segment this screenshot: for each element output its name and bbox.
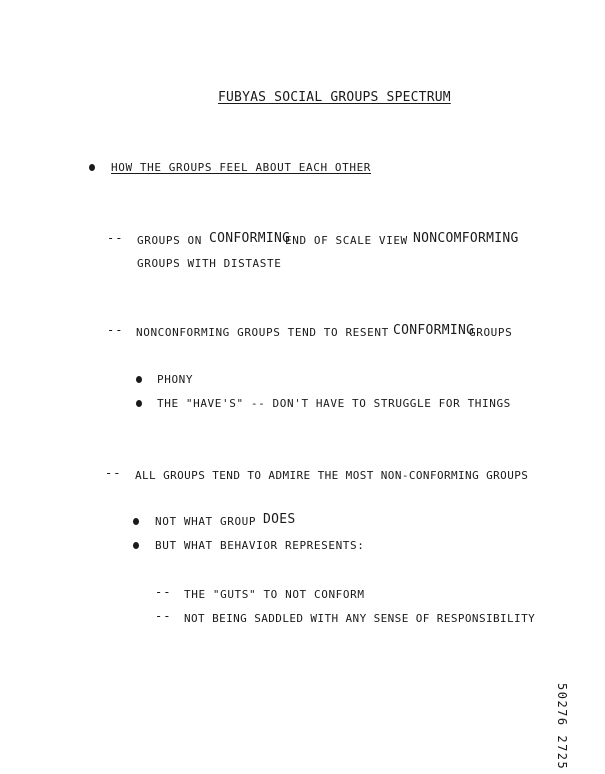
- section2-bullet-2: THE "HAVE'S" -- DON'T HAVE TO STRUGGLE FOR THINGS: [157, 397, 511, 410]
- section2-emphasis-conforming: CONFORMING: [393, 323, 475, 338]
- section2-bullet-1: PHONY: [157, 373, 194, 386]
- dash-marker: --: [107, 231, 124, 245]
- bullet-icon: [133, 518, 139, 525]
- section1-text-a: GROUPS ON: [137, 234, 203, 247]
- bullet-icon: [136, 376, 142, 383]
- section1-emphasis-conforming: CONFORMING: [209, 231, 291, 246]
- dash-marker: --: [155, 585, 172, 599]
- section2-text-c: GROUPS: [469, 326, 513, 339]
- section3-sub-1: THE "GUTS" TO NOT CONFORM: [184, 588, 365, 601]
- document-title: FUBYAS SOCIAL GROUPS SPECTRUM: [218, 90, 451, 105]
- document-id-number: 50276 2725: [555, 683, 569, 771]
- section2-text-a: NONCONFORMING GROUPS TEND TO RESENT: [136, 326, 389, 339]
- section3-line1: ALL GROUPS TEND TO ADMIRE THE MOST NON-CONFORMING GROUPS: [135, 469, 529, 482]
- dash-marker: --: [155, 609, 172, 623]
- section1-emphasis-noncomforming: NONCOMFORMING: [413, 231, 519, 246]
- section3-sub-2: NOT BEING SADDLED WITH ANY SENSE OF RESPONSIBILITY: [184, 612, 536, 625]
- dash-marker: --: [105, 466, 122, 480]
- section3-bullet-1-text: NOT WHAT GROUP: [155, 515, 257, 528]
- section1-text-c: END OF SCALE VIEW: [285, 234, 408, 247]
- section1-line2: GROUPS WITH DISTASTE: [137, 257, 282, 270]
- bullet-icon: [133, 542, 139, 549]
- dash-marker: --: [107, 323, 124, 337]
- section3-bullet-2: BUT WHAT BEHAVIOR REPRESENTS:: [155, 539, 365, 552]
- bullet-icon: [89, 164, 95, 171]
- section3-emphasis-does: DOES: [263, 512, 296, 527]
- bullet-icon: [136, 400, 142, 407]
- section-heading: HOW THE GROUPS FEEL ABOUT EACH OTHER: [111, 161, 372, 174]
